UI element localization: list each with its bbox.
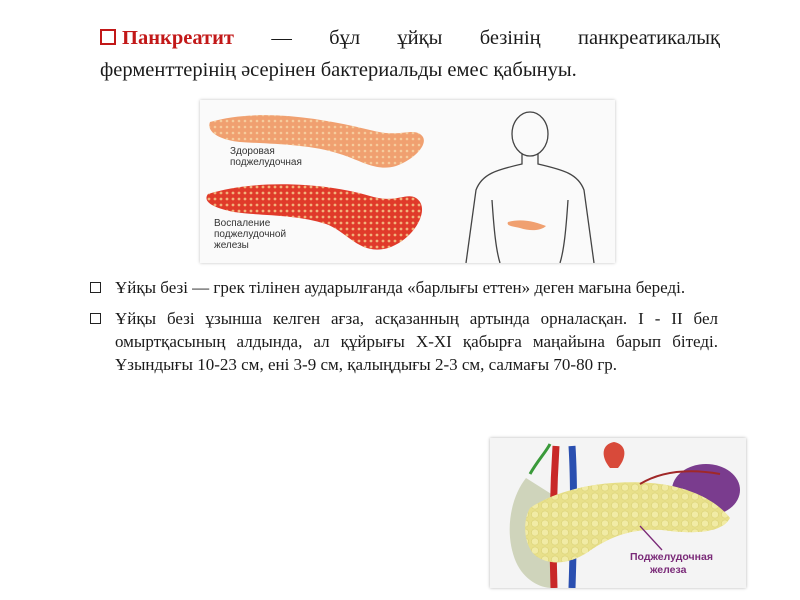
bile-duct-illustration (530, 444, 550, 474)
inflamed-label-line-2: поджелудочной (214, 229, 287, 240)
title-word: панкреатикалық (577, 27, 720, 49)
title-term: Панкреатит (122, 27, 234, 49)
inflamed-label-line-3: железы (214, 240, 249, 251)
vessel-branch-illustration (604, 442, 625, 468)
checkbox-icon (90, 282, 101, 293)
title-word: безінің (479, 27, 541, 49)
title-term-wrap (100, 22, 234, 54)
title-line-2: ферменттерінің әсерінен бактериальды емес қабынуы. (100, 59, 577, 81)
pancreas-label-line-2: железа (650, 564, 687, 576)
title-word: ұйқы (397, 27, 443, 49)
slide-title (100, 22, 720, 86)
checkbox-icon (90, 313, 101, 324)
pancreas-anatomy-drawing (490, 438, 746, 588)
healthy-label-line-2: поджелудочная (230, 157, 302, 168)
pancreas-comparison-drawing (200, 100, 615, 263)
title-word: — (271, 27, 292, 49)
title-word: бұл (329, 27, 361, 49)
bullet-text: Ұйқы безі ұзынша келген ағза, асқазанның артында орналасқан. I - II бел омыртқасының алдында, ал құйрығы X-XI қабырға маңайына барып бітеді. Ұзындығы 10-23 см, ені 3-9 см, қалыңдығы 2-3 см, салмағы 70-80 гр. (115, 309, 718, 374)
healthy-label-line-1: Здоровая (230, 146, 275, 157)
bullet-list (88, 276, 718, 384)
pancreas-comparison-figure (200, 100, 615, 263)
body-silhouette-illustration (466, 112, 594, 263)
pancreas-label-line-1: Поджелудочная (630, 551, 713, 563)
title-line-1 (100, 22, 720, 54)
pancreas-anatomy-figure (490, 438, 746, 588)
bullet-text: Ұйқы безі — грек тілінен аударылғанда «барлығы еттен» деген мағына береді. (115, 278, 686, 297)
checkbox-icon (100, 29, 116, 45)
inflamed-label-line-1: Воспаление (214, 218, 271, 229)
list-item (88, 276, 718, 299)
pancreas-location-marker (508, 220, 546, 230)
list-item (88, 307, 718, 376)
